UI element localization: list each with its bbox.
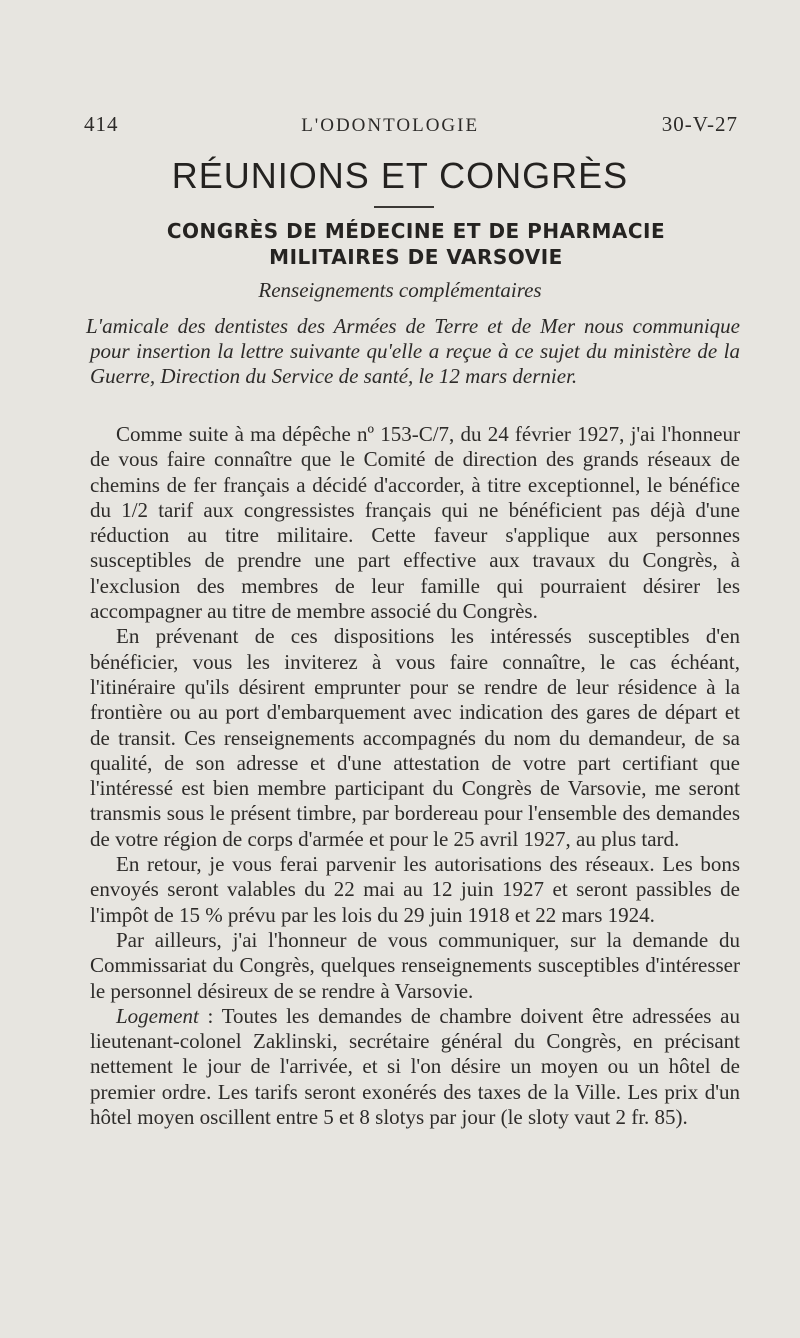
divider-rule (374, 206, 434, 208)
paragraph-1: Comme suite à ma dépêche nº 153-C/7, du 24 février 1927, j'ai l'honneur de vous faire connaître que le Comité de direction des grands réseaux de chemins de fer français a décidé d'accorder, à titre exceptionnel, le bénéfice du 1/2 tarif aux congressistes français qui ne bénéficient pas déjà d'une réduction au titre militaire. Cette faveur s'applique aux personnes susceptibles de prendre une part effective aux travaux du Congrès, à l'exclusion des membres de leur famille qui pourraient désirer les accompagner au titre de membre associé du Congrès. (90, 422, 740, 624)
running-header (84, 112, 738, 137)
article-title-line-2: MILITAIRES DE VARSOVIE (269, 245, 563, 269)
section-title: RÉUNIONS ET CONGRÈS (171, 155, 629, 196)
intro-paragraph: L'amicale des dentistes des Armées de Terre et de Mer nous communique pour insertion la lettre suivante qu'elle a reçue à ce sujet du ministère de la Guerre, Direction du Service de santé, le 12 mars dernier. (86, 314, 740, 388)
paragraph-4: Par ailleurs, j'ai l'honneur de vous communiquer, sur la demande du Commissariat du Congrès, quelques renseignements susceptibles d'intéresser le personnel désireux de se rendre à Varsovie. (90, 927, 740, 1003)
article-subheading: Renseignements complémentaires (258, 278, 542, 302)
paragraph-5 (90, 1004, 740, 1130)
paragraph-5-text: : Toutes les demandes de chambre doivent être adressées au lieutenant-colonel Zaklinski, secrétaire général du Congrès, en précisant nettement le jour de l'arrivée, et si l'on désire un moyen ou un hôtel de premier ordre. Les tarifs seront exonérés des taxes de la Ville. Les prix d'un hôtel moyen oscillent entre 5 et 8 slotys par jour (le sloty vaut 2 fr. 85). (90, 1003, 740, 1130)
article-body (90, 422, 740, 1130)
article-title (60, 218, 772, 270)
logement-label: Logement (116, 1003, 199, 1028)
page-number: 414 (84, 112, 119, 136)
paragraph-3: En retour, je vous ferai parvenir les autorisations des réseaux. Les bons envoyés seront valables du 22 mai au 12 juin 1927 et seront passibles de l'impôt de 15 % prévu par les lois du 29 juin 1918 et 22 mars 1924. (90, 852, 740, 927)
paragraph-2: En prévenant de ces dispositions les intéressés susceptibles d'en bénéficier, vous les inviterez à vous faire connaître, le cas échéant, l'itinéraire qu'ils désirent emprunter pour se rendre de leur résidence à la frontière ou au port d'embarquement avec indication des gares de départ et de transit. Ces renseignements accompagnés du nom du demandeur, de sa qualité, de son adresse et d'une attestation de votre part certifiant que l'intéressé est bien membre participant du Congrès de Varsovie, me seront transmis sous le présent timbre, par bordereau pour l'ensemble des demandes de votre région de corps d'armée et pour le 25 avril 1927, au plus tard. (90, 624, 740, 851)
issue-date: 30-V-27 (661, 112, 738, 136)
journal-title: L'ODONTOLOGIE (301, 115, 480, 136)
article-title-line-1: CONGRÈS DE MÉDECINE ET DE PHARMACIE (166, 219, 666, 243)
